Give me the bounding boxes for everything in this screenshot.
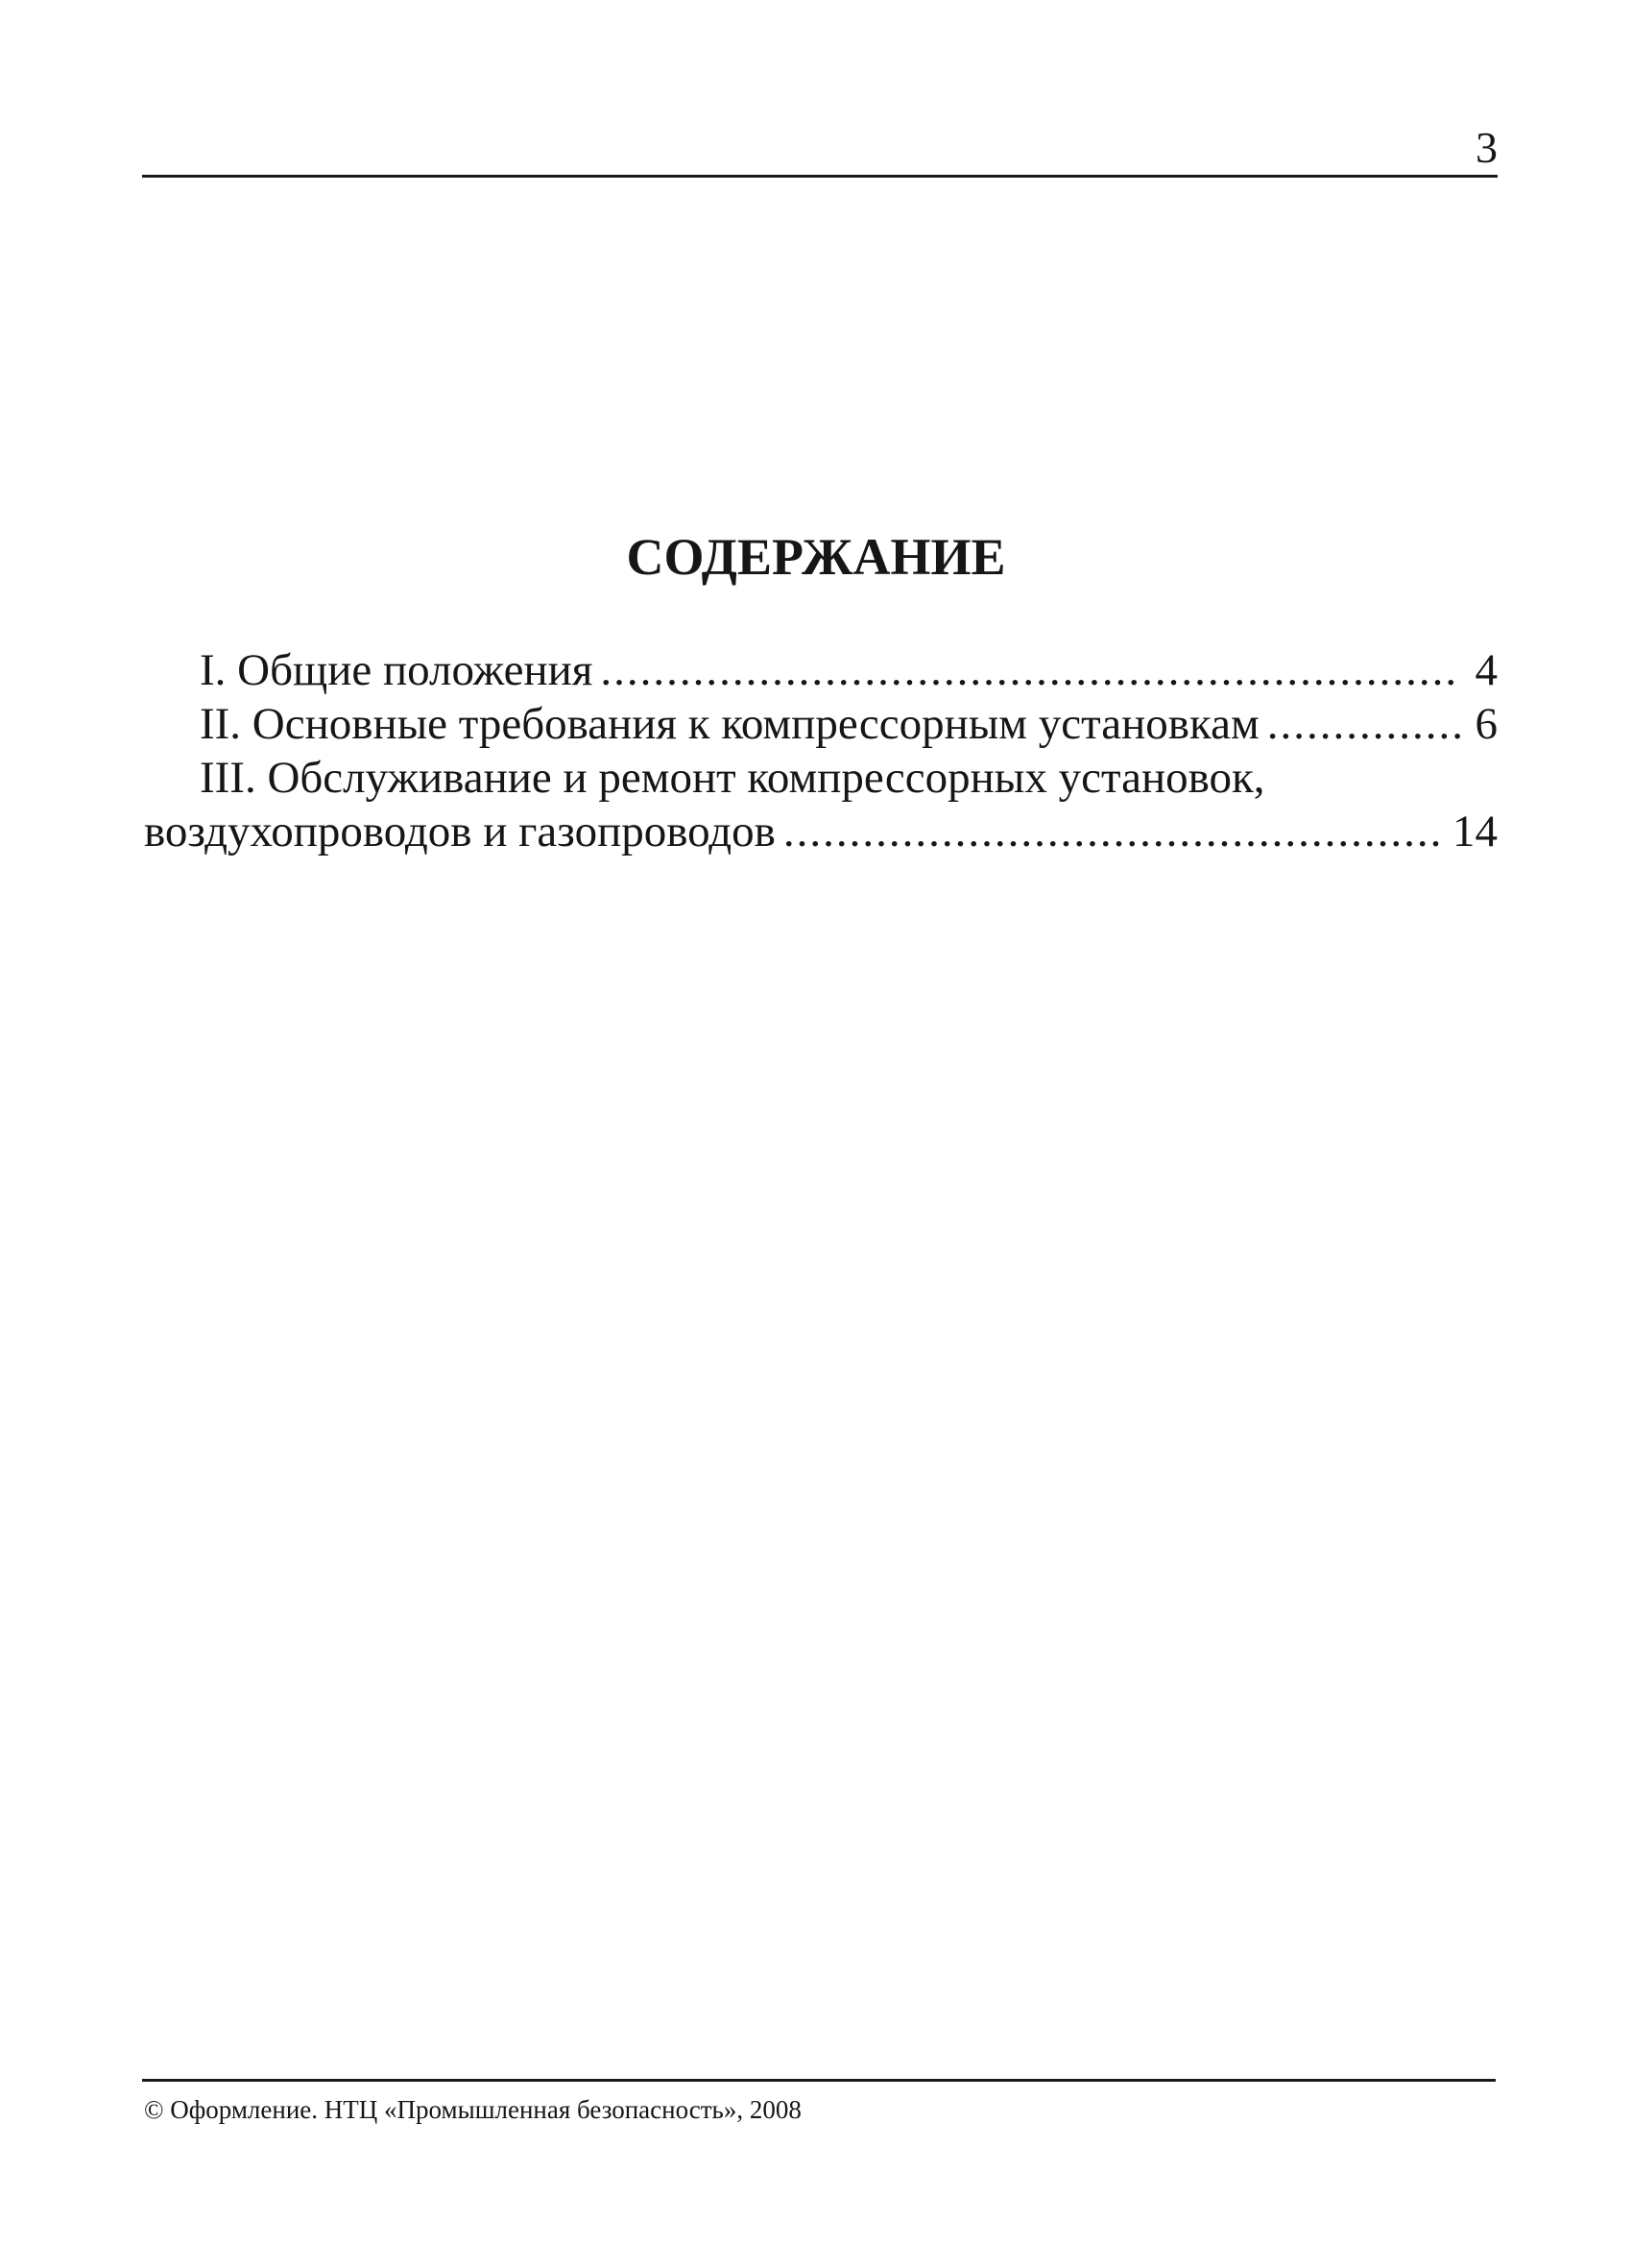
toc-entry-label: I. Общие положения	[200, 645, 593, 695]
toc-entry-label-second-line: воздухопроводов и газопроводов	[144, 807, 776, 857]
toc-entry[interactable]	[144, 805, 1498, 858]
toc-entry[interactable]	[144, 643, 1498, 697]
toc-entry-page: 4	[1475, 645, 1498, 695]
toc-entry-page: 6	[1475, 699, 1498, 749]
toc-entry-label-first-line[interactable]: III. Обслуживание и ремонт компрессорных установок,	[200, 753, 1265, 803]
footer-copyright: © Оформление. НТЦ «Промышленная безопасность», 2008	[144, 2095, 802, 2124]
toc-leader-dots	[783, 805, 1445, 858]
toc-entry-label: II. Основные требования к компрессорным установкам	[200, 699, 1260, 749]
toc-entry-page: 14	[1452, 807, 1498, 857]
table-of-contents	[144, 643, 1498, 858]
header-rule	[142, 175, 1498, 178]
toc-entry[interactable]	[144, 697, 1498, 751]
toc-leader-dots	[600, 643, 1461, 697]
toc-leader-dots	[1267, 697, 1461, 751]
footer-rule	[142, 2079, 1496, 2082]
page-number: 3	[1476, 123, 1498, 172]
page-title: СОДЕРЖАНИЕ	[626, 528, 1006, 586]
